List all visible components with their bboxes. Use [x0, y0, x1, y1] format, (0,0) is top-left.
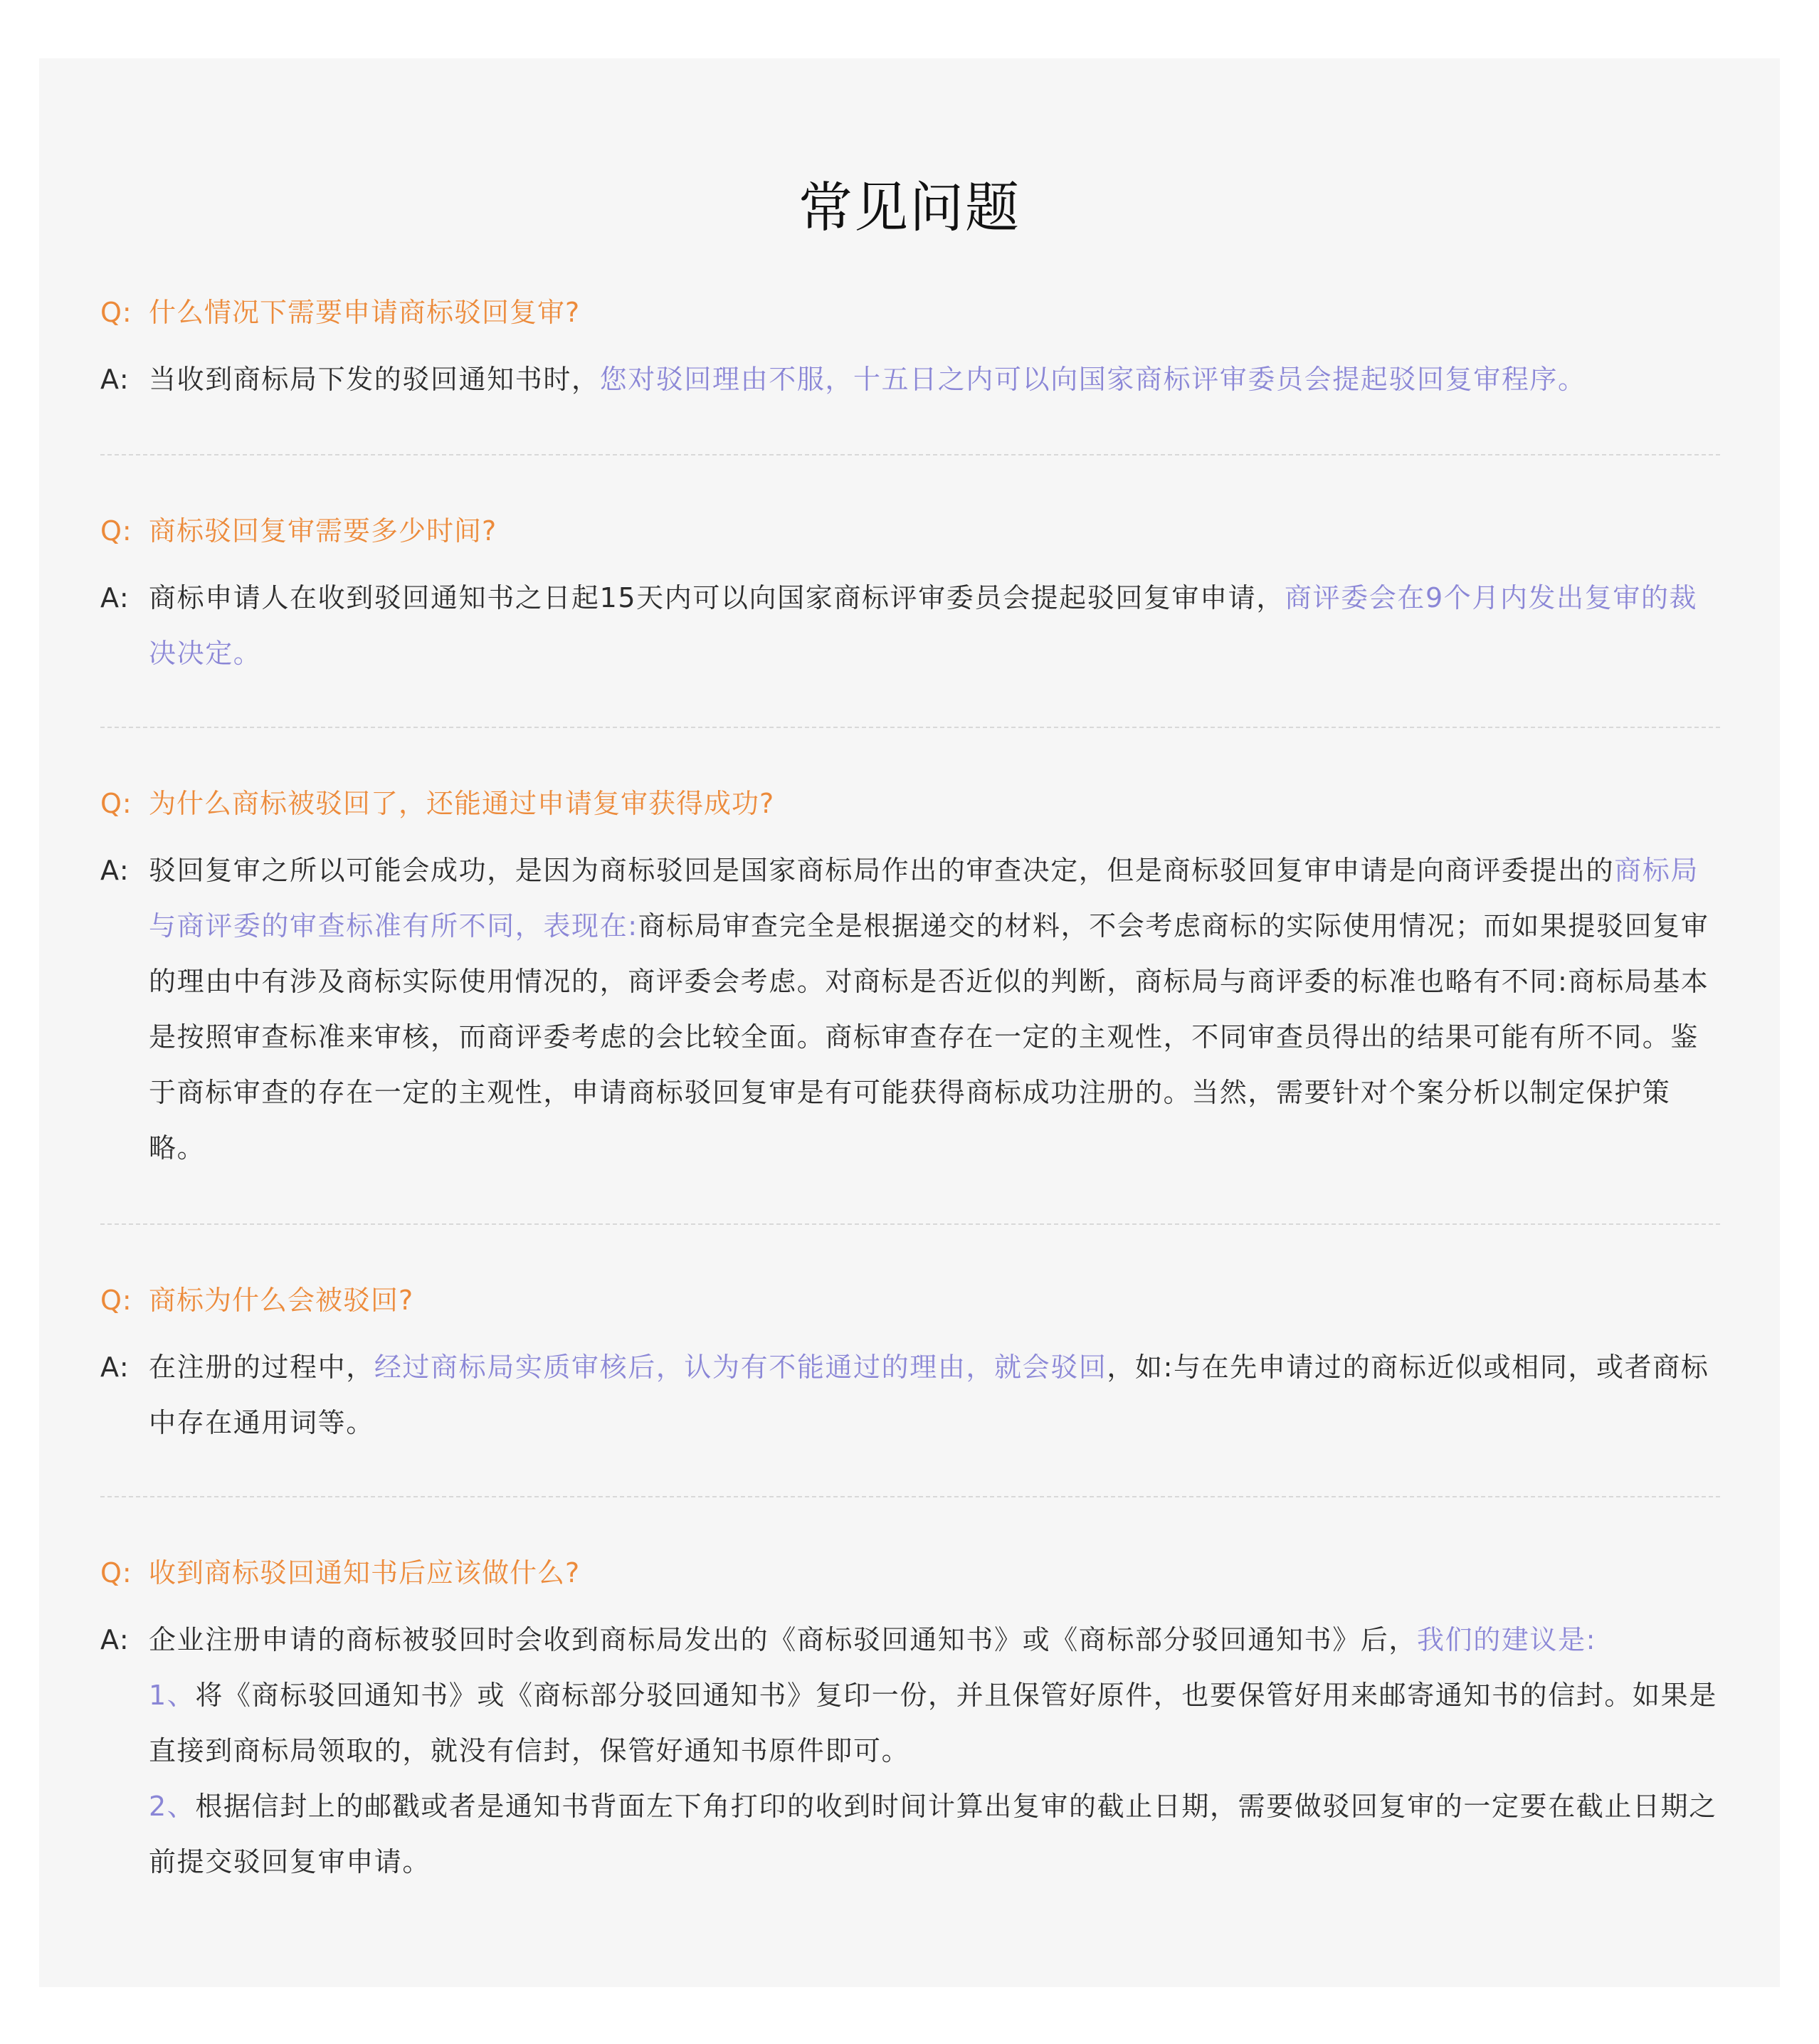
answer-text — [149, 843, 1720, 1176]
answer-text-segment: 商标局审查完全是根据递交的材料，不会考虑商标的实际使用情况；而如果提驳回复审的理由中有涉及商标实际使用情况的，商评委会考虑。对商标是否近似的判断，商标局与商评委的标准也略有不同:商标局基本是按照审查标准来审核，而商评委考虑的会比较全面。商标审查存在一定的主观性，不同审查员得出的结果可能有所不同。鉴于商标审查的存在一定的主观性，申请商标驳回复审是有可能获得商标成功注册的。当然，需要针对个案分析以制定保护策略。 — [149, 910, 1709, 1164]
faq-question — [100, 503, 1720, 559]
question-text: 商标为什么会被驳回? — [149, 1285, 414, 1316]
question-text: 收到商标驳回通知书后应该做什么? — [149, 1557, 581, 1589]
faq-question — [100, 1273, 1720, 1328]
faq-answer — [100, 1339, 1720, 1450]
question-prefix: Q: — [100, 1285, 132, 1316]
answer-text — [149, 570, 1720, 681]
answer-prefix: A: — [100, 582, 130, 613]
question-prefix: Q: — [100, 515, 132, 547]
answer-highlight: 商标局与商评委的审查标准有所不同，表现在: — [149, 855, 1699, 942]
faq-item — [100, 1273, 1720, 1450]
answer-text-segment: 将《商标驳回通知书》或《商标部分驳回通知书》复印一份，并且保管好原件，也要保管好用来邮寄通知书的信封。如果是直接到商标局领取的，就没有信封，保管好通知书原件即可。 — [149, 1680, 1717, 1766]
answer-highlight: 您对驳回理由不服，十五日之内可以向国家商标评审委员会提起驳回复审程序。 — [599, 364, 1586, 395]
answer-text — [149, 352, 1720, 407]
answer-text — [149, 1339, 1720, 1450]
answer-highlight: 商评委会在9个月内发出复审的裁决决定。 — [149, 582, 1698, 669]
faq-item — [100, 503, 1720, 681]
divider — [100, 1496, 1720, 1497]
list-number: 1、 — [149, 1680, 196, 1711]
faq-item — [100, 1545, 1720, 1890]
answer-text — [149, 1612, 1720, 1890]
answer-text-segment: 根据信封上的邮戳或者是通知书背面左下角打印的收到时间计算出复审的截止日期，需要做驳回复审的一定要在截止日期之前提交驳回复审申请。 — [149, 1791, 1717, 1877]
answer-prefix: A: — [100, 364, 130, 395]
faq-panel — [39, 58, 1780, 1987]
question-prefix: Q: — [100, 788, 132, 819]
answer-highlight: 经过商标局实质审核后，认为有不能通过的理由，就会驳回 — [374, 1352, 1107, 1383]
faq-answer — [100, 352, 1720, 407]
answer-text-segment: 企业注册申请的商标被驳回时会收到商标局发出的《商标驳回通知书》或《商标部分驳回通知书》后， — [149, 1624, 1418, 1655]
answer-highlight: 我们的建议是: — [1417, 1624, 1597, 1655]
answer-prefix: A: — [100, 1624, 130, 1655]
faq-answer — [100, 1612, 1720, 1890]
page-title: 常见问题 — [798, 176, 1021, 239]
faq-item — [100, 776, 1720, 1176]
answer-prefix: A: — [100, 1352, 130, 1383]
answer-list-item — [149, 1668, 1720, 1779]
faq-item — [100, 285, 1720, 407]
answer-paragraph — [149, 1612, 1720, 1668]
question-prefix: Q: — [100, 1557, 132, 1589]
question-text: 为什么商标被驳回了，还能通过申请复审获得成功? — [149, 788, 775, 819]
faq-question — [100, 1545, 1720, 1601]
divider — [100, 454, 1720, 455]
faq-question — [100, 285, 1720, 340]
question-prefix: Q: — [100, 297, 132, 328]
question-text: 什么情况下需要申请商标驳回复审? — [149, 297, 581, 328]
faq-answer — [100, 843, 1720, 1176]
answer-text-segment: 驳回复审之所以可能会成功，是因为商标驳回是国家商标局作出的审查决定，但是商标驳回复审申请是向商评委提出的 — [149, 855, 1615, 886]
answer-prefix: A: — [100, 855, 130, 886]
faq-answer — [100, 570, 1720, 681]
divider — [100, 727, 1720, 728]
faq-question — [100, 776, 1720, 831]
answer-list-item — [149, 1779, 1720, 1890]
answer-text-segment: ，如:与在先申请过的商标近似或相同，或者商标中存在通用词等。 — [149, 1352, 1709, 1438]
question-text: 商标驳回复审需要多少时间? — [149, 515, 497, 547]
divider — [100, 1223, 1720, 1225]
answer-text-segment: 商标申请人在收到驳回通知书之日起15天内可以向国家商标评审委员会提起驳回复审申请， — [149, 582, 1285, 613]
list-number: 2、 — [149, 1791, 196, 1822]
answer-text-segment: 当收到商标局下发的驳回通知书时， — [149, 364, 600, 395]
answer-text-segment: 在注册的过程中， — [149, 1352, 374, 1383]
